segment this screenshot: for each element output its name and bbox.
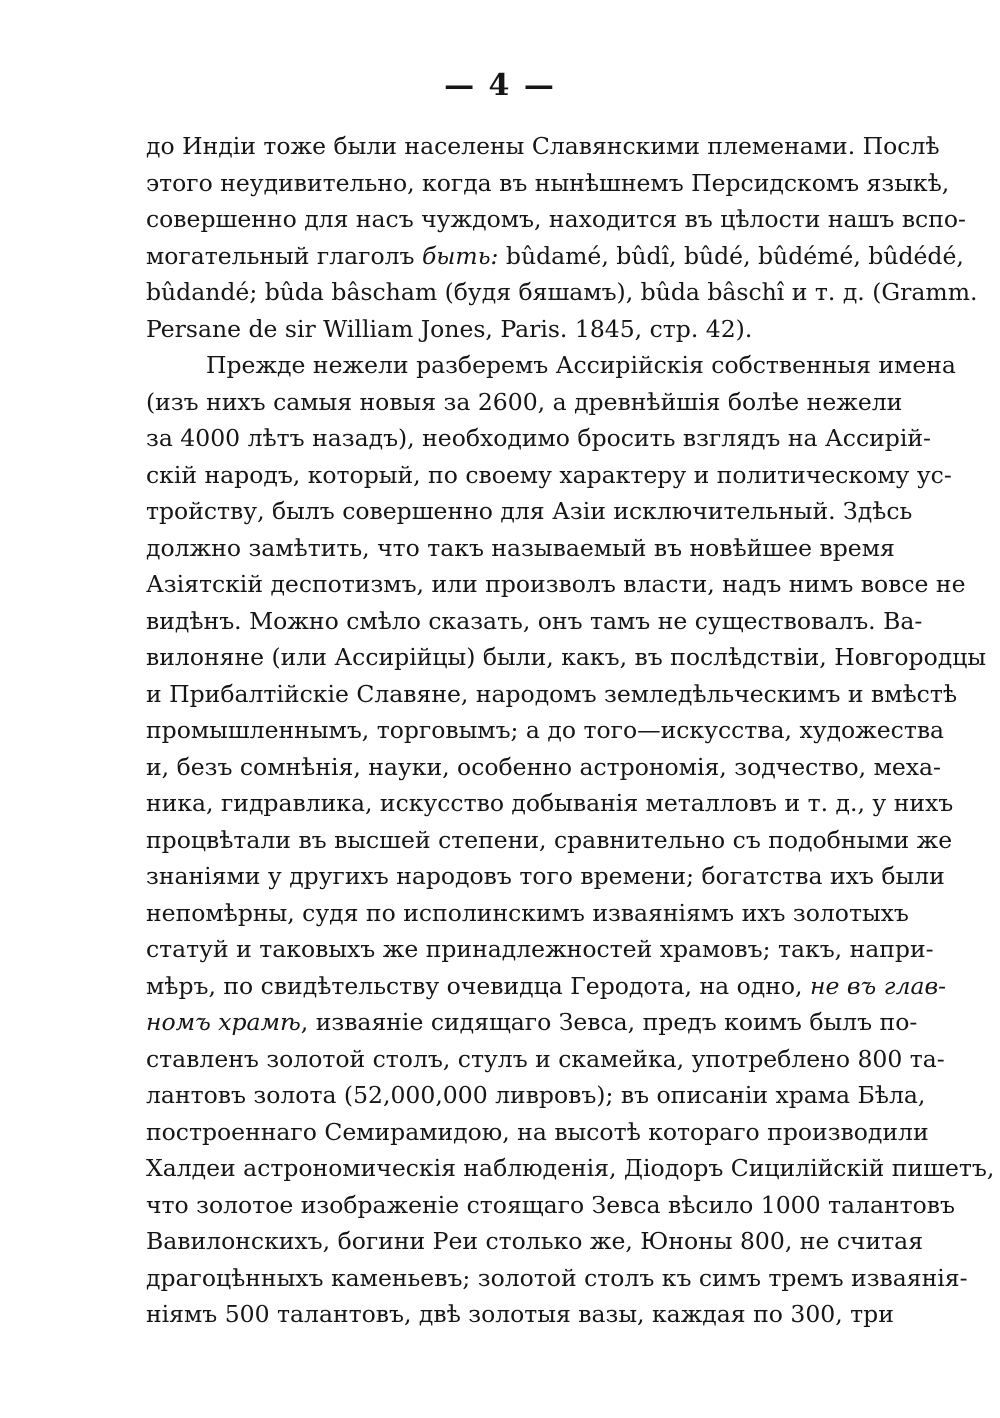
page-number: — 4 — [444,68,556,103]
text-line: Прежде нежели разберемъ Ассирійскія собственныя имена [206,351,956,379]
text-line: статуй и таковыхъ же принадлежностей храмовъ; такъ, напри- [146,935,934,963]
text-line: непомѣрны, судя по исполинскимъ изваяніямъ ихъ золотыхъ [146,898,909,927]
text-line: должно замѣтить, что такъ называемый въ новѣйшее время [146,533,895,562]
text-line: ника, гидравлика, искусство добыванія металловъ и т. д., у нихъ [146,789,954,817]
text-run: могательный глаголъ [146,241,422,270]
text-line: ставленъ золотой столъ, стулъ и скамейка, употреблено 800 та- [146,1044,945,1073]
text-line: промышленнымъ, торговымъ; а до того—искусства, художества [146,716,945,744]
text-line: этого неудивительно, когда въ нынѣшнемъ Персидскомъ языкѣ, [146,168,950,197]
text-line: совершенно для насъ чуждомъ, находится въ цѣлости нашъ вспо- [146,205,966,233]
text-run: , изваяніе сидящаго Зевса, предъ коимъ былъ по- [300,1008,918,1036]
text-line: за 4000 лѣтъ назадъ), необходимо бросить взглядъ на Ассирій- [146,424,931,452]
italic-text: номъ храмѣ [146,1008,301,1036]
text-line: и Прибалтійскіе Славяне, народомъ земледѣльческимъ и вмѣстѣ [146,679,958,708]
text-line: Халдеи астрономическія наблюденія, Діодоръ Сицилійскій пишетъ, [146,1154,995,1182]
italic-text: быть: [421,241,499,270]
text-line: что золотое изображеніе стоящаго Зевса вѣсило 1000 талантовъ [146,1190,955,1219]
text-run: мѣръ, по свидѣтельству очевидца Геродота, на одно, [146,971,810,1000]
text-line [146,238,964,275]
text-line: Вавилонскихъ, богини Реи столько же, Юноны 800, не считая [146,1227,924,1255]
text-line: построеннаго Семирамидою, на высотѣ котораго производили [146,1117,929,1146]
text-line: драгоцѣнныхъ каменьевъ; золотой столъ къ симъ тремъ изваянія- [146,1263,968,1292]
text-line: тройству, былъ совершенно для Азіи исключительный. Здѣсь [146,497,913,525]
text-line: процвѣтали въ высшей степени, сравнительно съ подобными же [146,825,953,854]
italic-text: не въ глав- [809,971,947,1000]
text-line [146,1004,918,1041]
text-line: лантовъ золота (52,000,000 ливровъ); въ описаніи храма Бѣла, [146,1081,926,1109]
text-run: bûdamé, bûdî, bûdé, bûdémé, bûdédé, [498,241,964,270]
text-line: bûdandé; bûda bâscham (будя бяшамъ), bûda bâschî и т. д. (Gramm. [146,278,978,306]
text-line: видѣнъ. Можно смѣло сказать, онъ тамъ не существовалъ. Ва- [146,606,923,635]
text-line: вилоняне (или Ассирійцы) были, какъ, въ послѣдствіи, Новгородцы [146,643,987,671]
text-line: до Индіи тоже были населены Славянскими племенами. Послѣ [146,132,940,160]
body-text [146,128,995,1333]
text-line: знаніями у другихъ народовъ того времени; богатства ихъ были [146,862,945,890]
text-line: ніямъ 500 талантовъ, двѣ золотыя вазы, каждая по 300, три [146,1300,894,1328]
text-line: и, безъ сомнѣнія, науки, особенно астрономія, зодчество, меха- [146,752,941,781]
text-line: Азіятскій деспотизмъ, или произволъ власти, надъ нимъ вовсе не [146,570,966,598]
text-line [146,968,947,1005]
text-line: (изъ нихъ самыя новыя за 2600, а древнѣйшія болѣе нежели [146,387,903,416]
text-line: Persane de sir William Jones, Paris. 1845, стр. 42). [146,314,753,343]
text-line: скій народъ, который, по своему характеру и политическому ус- [146,460,952,489]
